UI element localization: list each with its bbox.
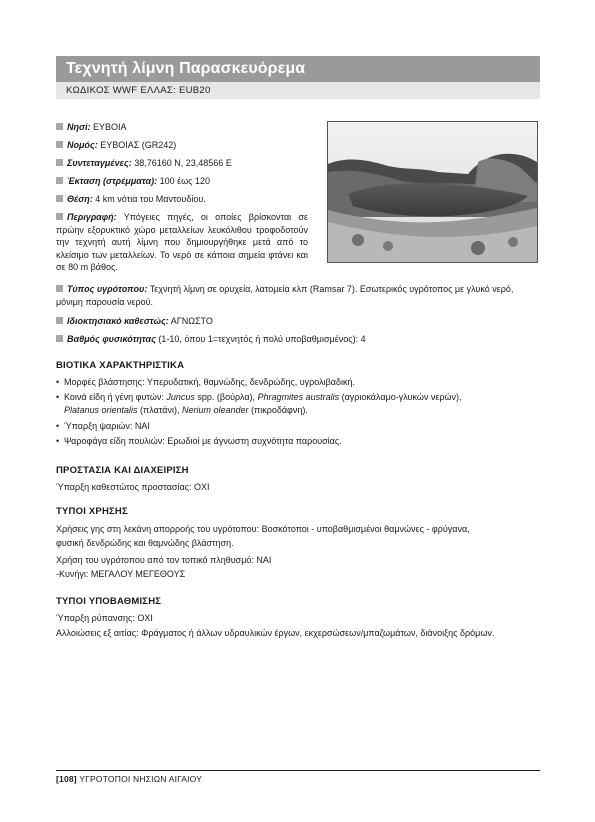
field-description: Περιγραφή: Υπόγειες πηγές, οι οποίες βρίσκονται σε πρώην εξορυκτικό χώρο μεταλλείων λευκόλιθου τροφοδοτούν την τεχνητή αυτή λίμνη που δημιουργήθηκε μετά από το κλείσιμο των μεταλλείων. Το νερό σε κάποια σημεία φτάνει και σε 80 m βάθος.: [56, 212, 308, 272]
wwf-code: ΚΩΔΙΚΟΣ WWF ΕΛΛΑΣ: EUB20: [56, 82, 540, 99]
text-line: -Κυνήγι: ΜΕΓΑΛΟΥ ΜΕΓΕΘΟΥΣ: [56, 569, 186, 579]
bullet-square-icon: [56, 213, 63, 220]
bullet-item: • Ύπαρξη ψαριών: ΝΑΙ: [56, 421, 150, 431]
section-title-usage: ΤΥΠΟΙ ΧΡΗΣΗΣ: [56, 506, 128, 517]
field-area: Έκταση (στρέμματα): 100 έως 120: [56, 175, 210, 188]
section-title-biotic: ΒΙΟΤΙΚΑ ΧΑΡΑΚΤΗΡΙΣΤΙΚΑ: [56, 360, 185, 371]
footer-divider: [56, 770, 540, 771]
text-line: Ύπαρξη καθεστώτος προστασίας: ΟΧΙ: [56, 482, 210, 492]
bullet-square-icon: [56, 195, 63, 202]
bullet-square-icon: [56, 335, 63, 342]
bullet-square-icon: [56, 317, 63, 324]
section-title-protection: ΠΡΟΣΤΑΣΙΑ ΚΑΙ ΔΙΑΧΕΙΡΙΣΗ: [56, 465, 189, 476]
footer-text: ΥΓΡΟΤΟΠΟΙ ΝΗΣΙΩΝ ΑΙΓΑΙΟΥ: [79, 774, 203, 784]
section-title-degradation: ΤΥΠΟΙ ΥΠΟΒΑΘΜΙΣΗΣ: [56, 596, 162, 607]
bullet-item: • Μορφές βλάστησης: Υπερυδατική, θαμνώδης, δενδρώδης, υγρολιβαδική.: [56, 377, 356, 387]
page-title: Τεχνητή λίμνη Παρασκευόρεμα: [56, 56, 540, 82]
text-line: Χρήση του υγρότοπου από τον τοπικό πληθυσμό: ΝΑΙ: [56, 555, 272, 565]
footer: [56, 774, 202, 784]
text-line: Χρήσεις γης στη λεκάνη απορροής του υγρότοπου: Βοσκότοποι - υποβαθμισμένοι θαμνώνες - φρύγανα,: [56, 524, 470, 534]
text-line: Αλλοιώσεις εξ αιτίας: Φράγματος ή άλλων υδραυλικών έργων, εκχερσώσεων/μπαζωμάτων, διάνοιξης δρόμων.: [56, 628, 495, 638]
text-line: Ύπαρξη ρύπανσης: ΟΧΙ: [56, 613, 153, 623]
page-number: [108]: [56, 774, 77, 784]
field-naturalness: Βαθμός φυσικότητας (1-10, όπου 1=τεχνητός ή πολύ υποβαθμισμένος): 4: [56, 333, 540, 346]
text-line: φυσική δενδρώδης και θαμνώδης βλάστηση.: [56, 538, 234, 548]
bullet-square-icon: [56, 159, 63, 166]
bullet-square-icon: [56, 177, 63, 184]
bullet-square-icon: [56, 141, 63, 148]
field-location: Θέση: 4 km νότια του Μαντουδίου.: [56, 193, 206, 206]
field-island: Νησί: ΕΥΒΟΙΑ: [56, 121, 126, 134]
field-wetland-type: Τύπος υγρότοπου: Τεχνητή λίμνη σε ορυχεία, λατομεία κλπ (Ramsar 7). Εσωτερικός υγρότοπος με γλυκό νερό, μόνιμη παρουσία νερού.: [56, 284, 514, 307]
field-prefecture: Νομός: ΕΥΒΟΙΑΣ (GR242): [56, 139, 176, 152]
bullet-item: • Κοινά είδη ή γένη φυτών: Juncus spp. (βούρλα), Phragmites australis (αγριοκάλαμο-γλυκών νερών), Platanus orientalis (πλατάνι), Nerium oleander (πικροδάφνη).: [56, 392, 462, 415]
field-coordinates: Συντεταγμένες: 38,76160 N, 23,48566 E: [56, 157, 232, 170]
lake-photo: [327, 121, 538, 263]
bullet-square-icon: [56, 123, 63, 130]
field-ownership: Ιδιοκτησιακό καθεστώς: ΑΓΝΩΣΤΟ: [56, 315, 540, 328]
bullet-item: • Ψαροφάγα είδη πουλιών: Ερωδιοί με άγνωστη συχνότητα παρουσίας.: [56, 436, 342, 446]
bullet-square-icon: [56, 285, 63, 292]
lake-photo-image: [328, 122, 537, 262]
